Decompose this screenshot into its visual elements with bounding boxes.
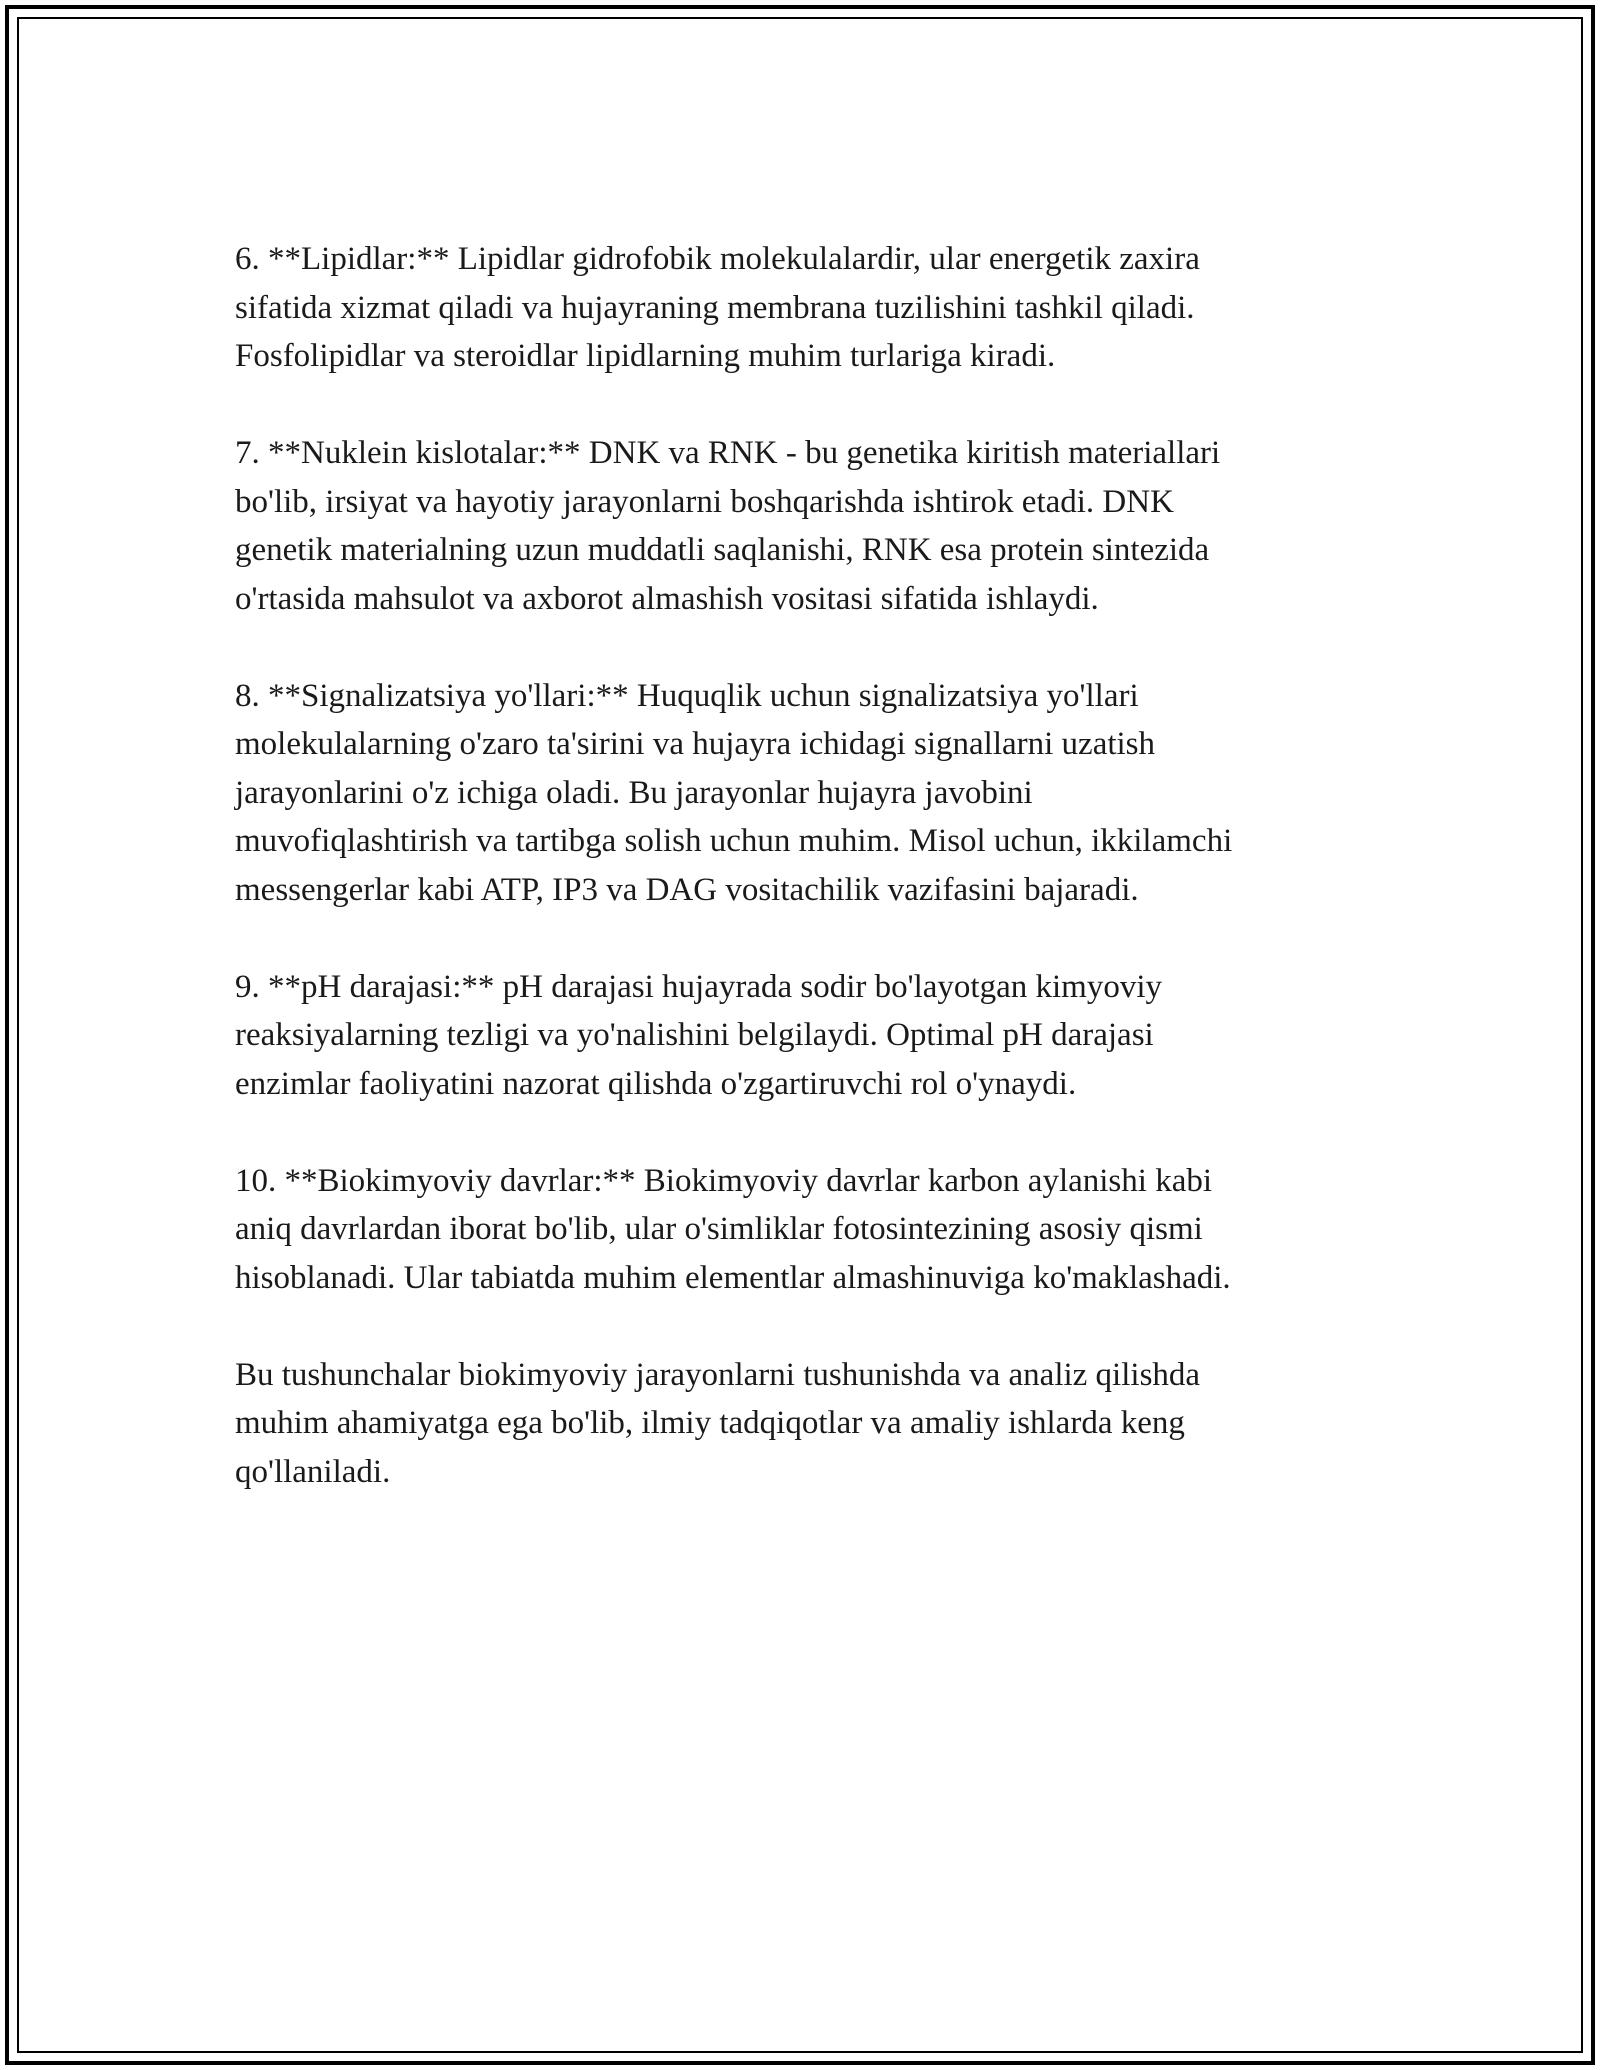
paragraph-lipids: 6. **Lipidlar:** Lipidlar gidrofobik molekulalardir, ular energetik zaxira sifatida xizmat qiladi va hujayraning membrana tuzilishini tashkil qiladi. Fosfolipidlar va steroidlar lipidlarning muhim turlariga kiradi. bbox=[235, 241, 1200, 374]
paragraph-nucleic-acids: 7. **Nuklein kislotalar:** DNK va RNK - bu genetika kiritish materiallari bo'lib, irsiyat va hayotiy jarayonlarni boshqarishda ishtirok etadi. DNK genetik materialning uzun muddatli saqlanishi, RNK esa protein sintezida o'rtasida mahsulot va axborot almashish vositasi sifatida ishlaydi. bbox=[235, 435, 1221, 617]
document-body bbox=[235, 235, 1370, 1545]
paragraph-biochemical-cycles: 10. **Biokimyoviy davrlar:** Biokimyoviy davrlar karbon aylanishi kabi aniq davrlardan iborat bo'lib, ular o'simliklar fotosintezining asosiy qismi hisoblanadi. Ular tabiatda muhim elementlar almashinuviga ko'maklashadi. bbox=[235, 1162, 1231, 1296]
paragraph-signaling-pathways: 8. **Signalizatsiya yo'llari:** Huquqlik uchun signalizatsiya yo'llari molekulalarning o'zaro ta'sirini va hujayra ichidagi signallarni uzatish jarayonlarini o'z ichiga oladi. Bu jarayonlar hujayra javobini muvofiqlashtirish va tartibga solish uchun muhim. Misol uchun, ikkilamchi messengerlar kabi ATP, IP3 va DAG vositachilik vazifasini bajaradi. bbox=[235, 677, 1233, 908]
paragraph-conclusion: Bu tushunchalar biokimyoviy jarayonlarni tushunishda va analiz qilishda muhim ahamiyatga ega bo'lib, ilmiy tadqiqotlar va amaliy ishlarda keng qo'llaniladi. bbox=[235, 1356, 1201, 1490]
paragraph-ph-level: 9. **pH darajasi:** pH darajasi hujayrada sodir bo'layotgan kimyoviy reaksiyalarning tezligi va yo'nalishini belgilaydi. Optimal pH darajasi enzimlar faoliyatini nazorat qilishda o'zgartiruvchi rol o'ynaydi. bbox=[235, 968, 1162, 1102]
